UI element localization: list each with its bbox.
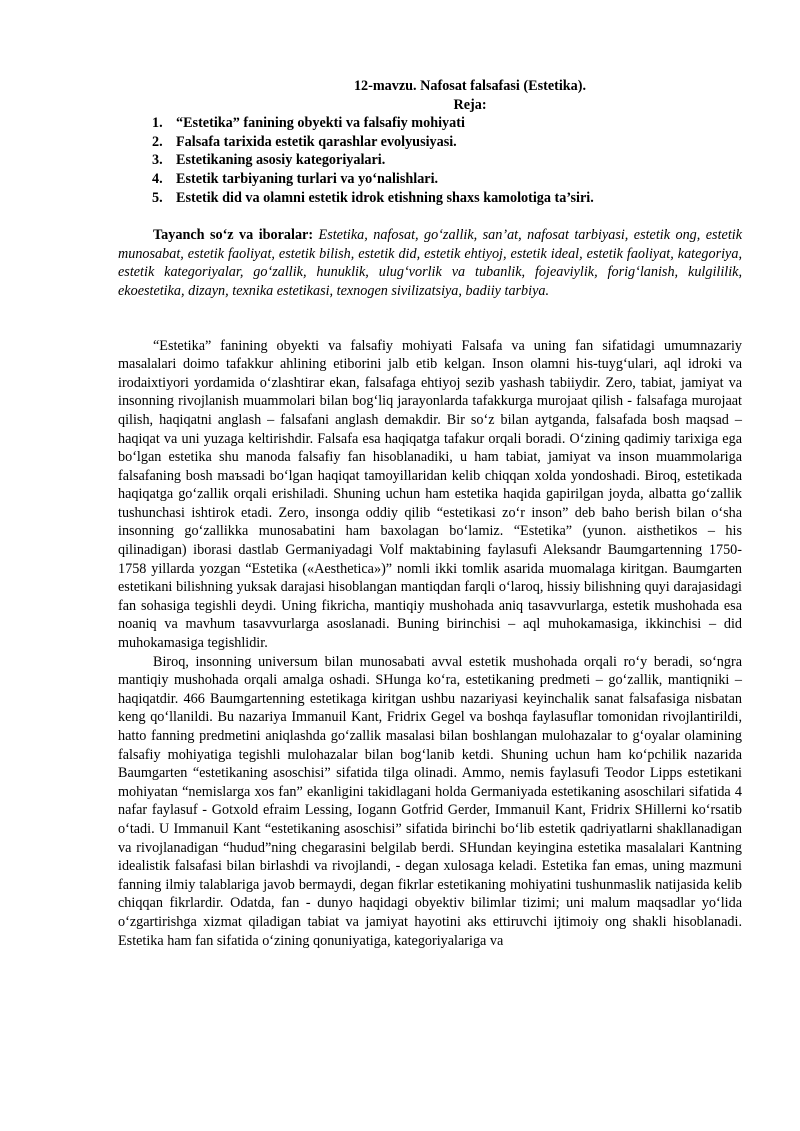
plan-list (118, 114, 742, 207)
plan-item (118, 170, 742, 189)
keywords-paragraph (118, 226, 742, 300)
plan-item (118, 189, 742, 208)
plan-heading: Reja: (453, 96, 487, 113)
plan-item (118, 133, 742, 152)
plan-item-number: 1. (152, 115, 163, 132)
keywords-text: Estetika, nafosat, go‘zallik, san’at, nafosat tarbiyasi, estetik ong, estetik munosabat, estetik faoliyat, estetik bilish, estetik did, estetik ehtiyoj, estetik ideal, estetik faoliyat, kategoriya, estetik kategoriyalar, go‘zallik, hunuklik, ulug‘vorlik va tubanlik, fojeaviylik, forig‘lanish, kulgililik, ekoestetika, dizayn, texnika estetikasi, texnogen sivilizatsiya, badiiy tarbiya. (118, 227, 742, 299)
plan-item-text: Falsafa tarixida estetik qarashlar evolyusiyasi. (176, 133, 457, 150)
plan-item-number: 4. (152, 170, 163, 187)
body-paragraph: Biroq, insonning universum bilan munosabati avval estetik mushohada orqali ro‘y beradi, so‘ngra mantiqiy mushohada orqali amalga oshadi. SHunga ko‘ra, estetikaning predmeti – go‘zallik, mantiqniki – haqiqatdir. 466 Baumgartenning estetikaga kiritgan ushbu nazariyasi keyinchalik sanat falsafasiga nisbatan keng qo‘llanildi. Bu nazariya Immanuil Kant, Fridrix Gegel va boshqa faylasuflar tomonidan rivojlantirildi, hatto fanning predmetini aniqlashda go‘zallik masalasi bilan boshlangan mulohazalar to g‘oyalar olamining falsafiy mohiyatiga tegishli mulohazalar bilan bog‘lanib ketdi. Shuning uchun ham ko‘pchilik nazarida Baumgarten “estetikaning asoschisi” sifatida tilga olinadi. Ammo, nemis faylasufi Teodor Lipps estetikani mohiyatan “nemislarga xos fan” ekanligini takidlagani holda Germaniyada estetikaning asoschilari sifatida 4 nafar faylasuf - Gotxold efraim Lessing, Iogann Gotfrid Gerder, Immanuil Kant, Fridrix SHillerni ko‘rsatib o‘tadi. U Immanuil Kant “estetikaning asoschisi” sifatida birinchi bo‘lib estetik qadriyatlarni shakllanadigan va rivojlanadigan “hudud”ning chegarasini belgilab berdi. SHundan keyingina estetika masalalari Kantning idealistik falsafasi bilan birlashdi va rivojlandi, - degan xulosaga keladi. Estetika fan emas, uning mazmuni fanning ilmiy talablariga javob bermaydi, degan fikrlar estetikaning mohiyatini tushunmaslik natijasida kelib chiqqan fikrlardir. Odatda, fan - dunyo haqidagi obyektiv bilimlar tizimi; uni malum maqsadlar yo‘lida o‘zgartirishga xizmat qiladigan tabiat va jamiyat hayotini aks ettiruvchi ijtimoiy ong shakli hisoblanadi. Estetika ham fan sifatida o‘zining qonuniyatiga, kategoriyalariga va (118, 653, 742, 949)
body-text (118, 337, 742, 951)
plan-item-text: Estetik tarbiyaning turlari va yo‘nalishlari. (176, 170, 439, 187)
plan-item-text: “Estetika” fanining obyekti va falsafiy mohiyati (176, 115, 465, 132)
plan-item-number: 3. (152, 152, 163, 169)
plan-item (118, 151, 742, 170)
plan-item-number: 2. (152, 133, 163, 150)
document-title: 12-mavzu. Nafosat falsafasi (Estetika). (353, 78, 587, 94)
document-page (118, 77, 742, 950)
plan-item-text: Estetikaning asosiy kategoriyalari. (176, 152, 386, 169)
plan-item (118, 114, 742, 133)
keywords-label: Tayanch so‘z va iboralar: (153, 227, 314, 244)
plan-item-number: 5. (152, 189, 163, 206)
body-paragraph: “Estetika” fanining obyekti va falsafiy mohiyati Falsafa va uning fan sifatidagi umumnazariy masalalari doimo tafakkur ahlining etiborini jalb etib kelgan. Inson olamni his-tuyg‘ulari, aql idroki va irodaixtiyori yordamida o‘zlashtirar ekan, falsafaga ehtiyoj sezib yashash tabiiydir. Zero, tabiat, jamiyat va insonning rivojlanish muammolari bilan bog‘liq jarayonlarda tafakkurga murojaat qilish - falsafaga murojaat qilish, haqiqatni anglash – falsafani anglash demakdir. Bir so‘z bilan aytganda, falsafada bosh maqsad – haqiqat va uni yuzaga keltirishdir. Falsafa esa haqiqatga tafakur orqali boradi. O‘zining qadimiy tarixiga ega bo‘lgan estetika shu manoda falsafiy fan hisoblanadiki, u ham tabiat, jamiyat va inson muammolariga falsafaning bosh maъsadi bo‘lgan haqiqat tamoyillaridan kelib chiqqan xolda yondoshadi. Biroq, estetikada haqiqatga go‘zallik orqali erishiladi. Shuning uchun ham estetika haqida gapirilgan joyda, albatta go‘zallik tushunchasi ishtirok etadi. Zero, insonga oddiy qilib “estetikasi zo‘r inson” deb baho berish bilan o‘sha insonning go‘zallikka munosabatini ham baxolagan bo‘lamiz. “Estetika” (yunon. aisthetikos – his qilinadigan) iborasi dastlab Germaniyadagi Volf maktabining faylasufi Aleksandr Baumgartenning 1750-1758 yillarda yozgan “Estetika («Aesthetica»)” nomli ikki tomlik asarida muomalaga kiritgan. Baumgarten estetikani bilishning yuksak darajasi hisoblangan mantiqdan farqli o‘laroq, hissiy bilishning quyi darajasidagi fan sohasiga tegishli deydi. Uning fikricha, mantiqiy mushohada aniq tasavvurlarga, estetik mushohada esa noaniq va mavhum tasavvurlarga asoslanadi. Buning birinchisi – aql muhokamasiga, ikkinchisi – did muhokamasiga tegishlidir. (118, 337, 742, 652)
plan-item-text: Estetik did va olamni estetik idrok etishning shaxs kamolotiga ta’siri. (176, 189, 594, 206)
